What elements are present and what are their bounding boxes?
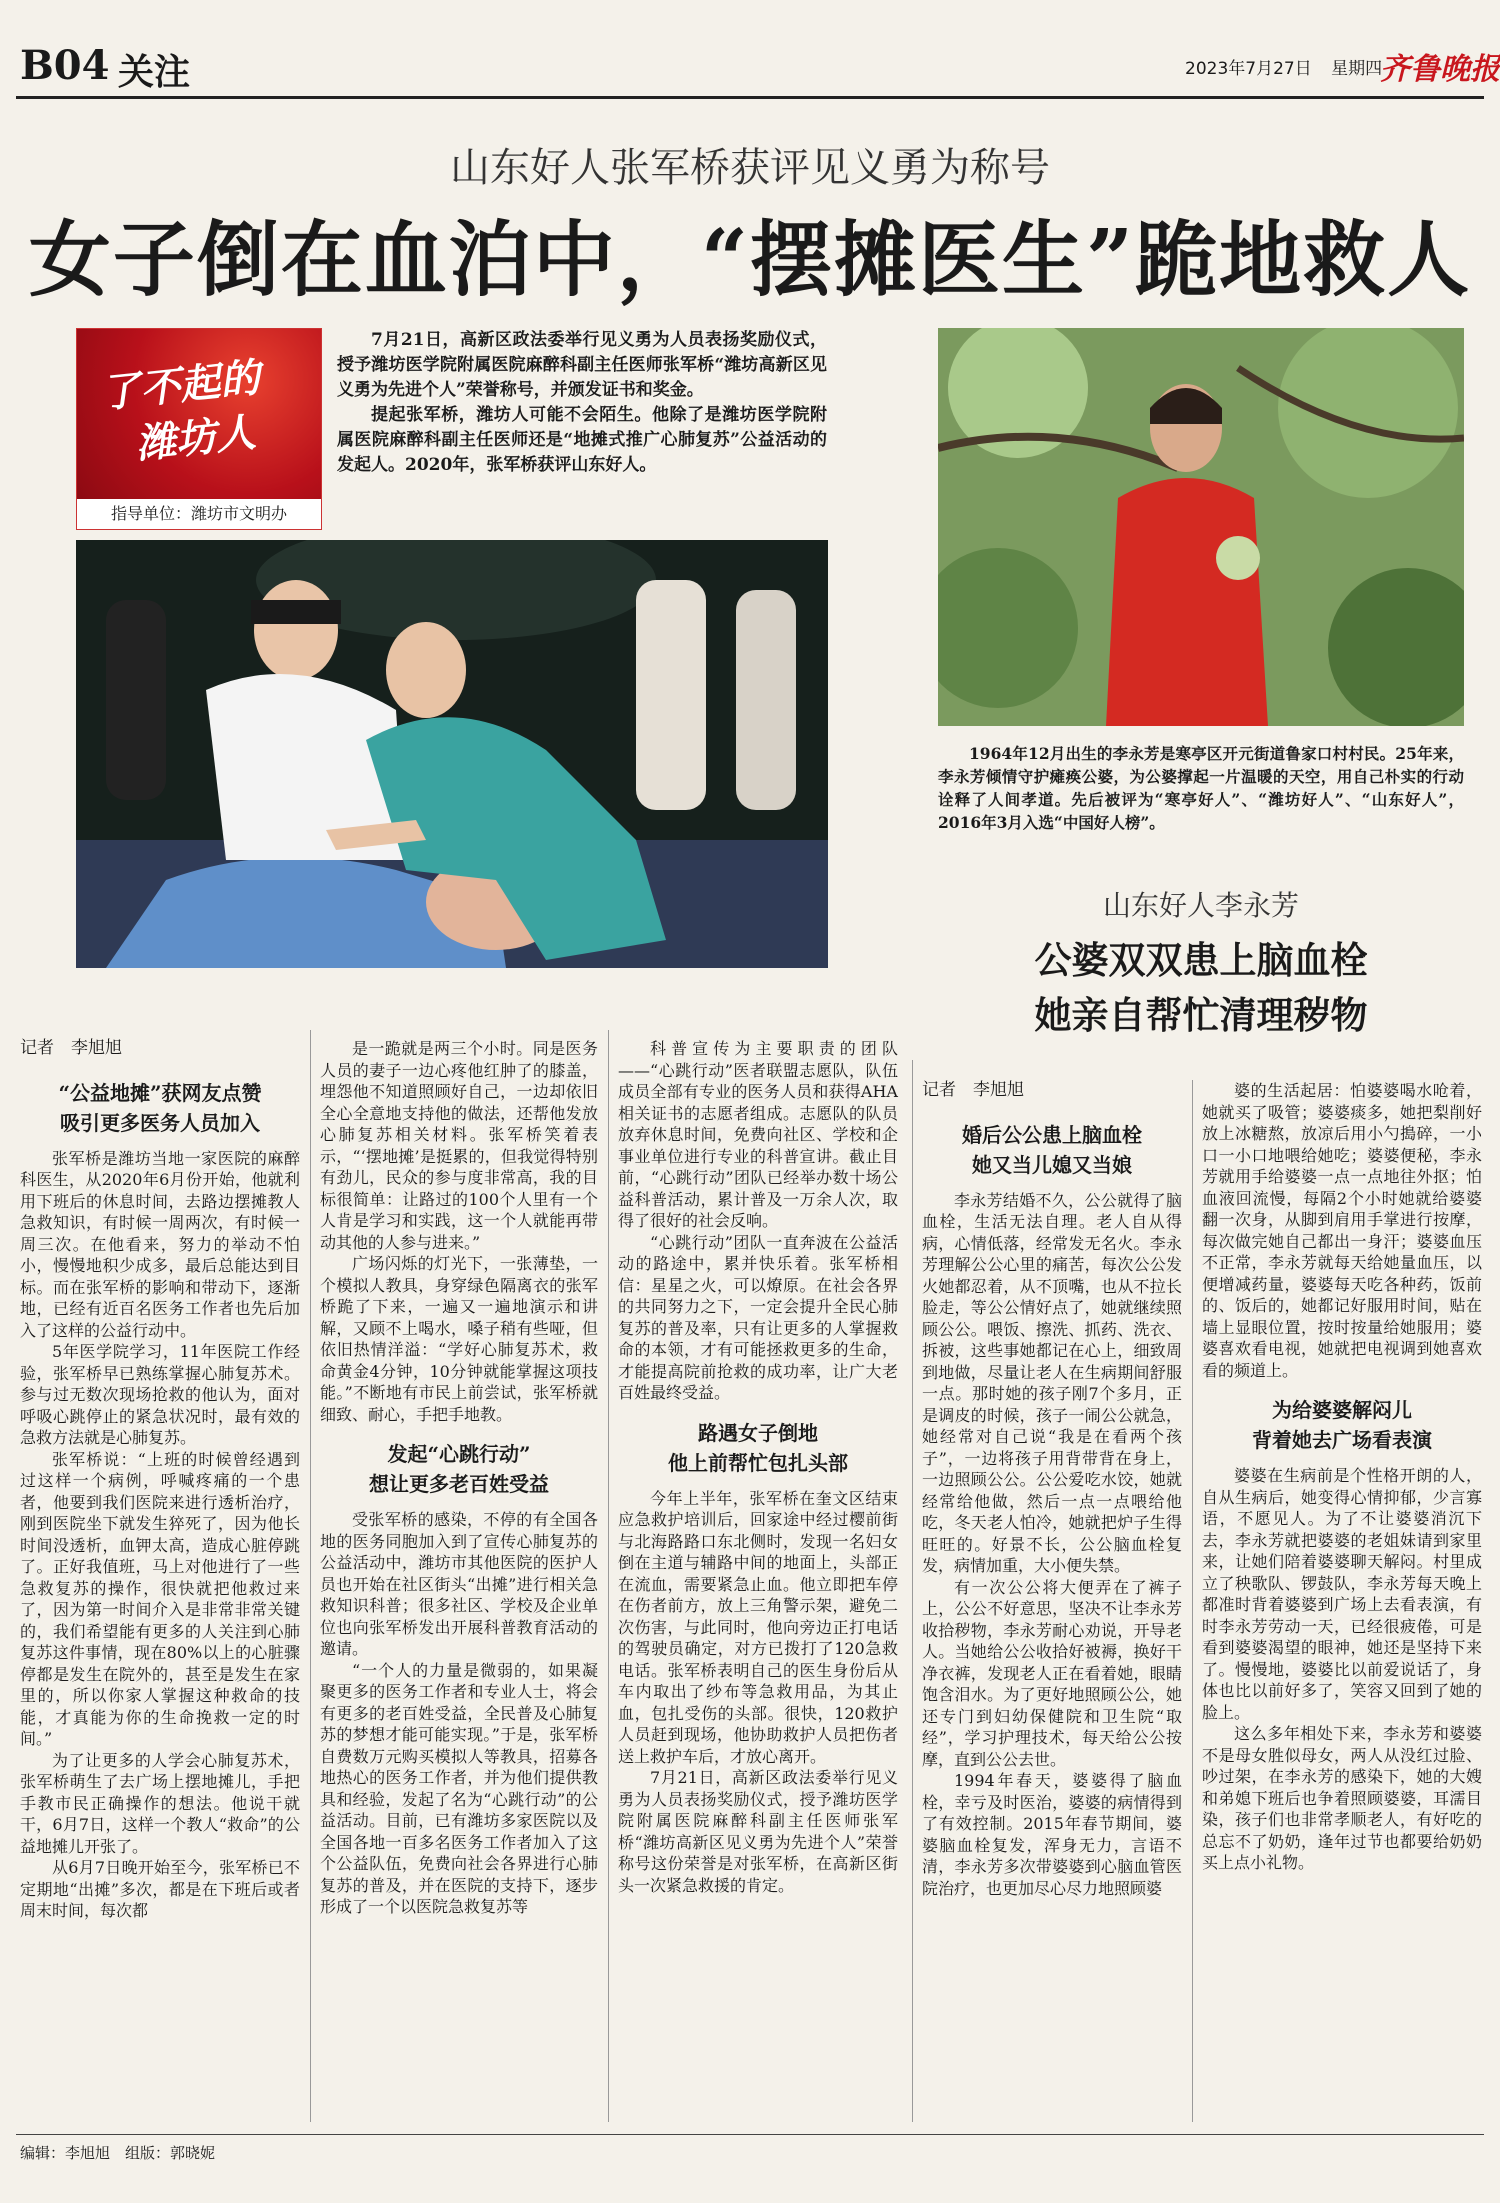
issue-weekday: 星期四	[1331, 59, 1383, 79]
promo-title-line2: 潍坊人	[133, 408, 258, 468]
paragraph: 今年上半年，张军桥在奎文区结束应急救护培训后，回家途中经过樱前街与北海路路口东北侧时，发现一名妇女倒在主道与辅路中间的地面上，头部正在流血，需要紧急止血。他立即把车停在伤者前方，放上三角警示架，避免二次伤害，与此同时，他向旁边正打电话的驾驶员确定，对方已拨打了120急救电话。张军桥表明自己的医生身份后从车内取出了纱布等急救用品，为其止血，包扎受伤的头部。很快，120救护人员赶到现场，他协助救护人员把伤者送上救护车后，才放心离开。	[618, 1488, 898, 1766]
paragraph: 婆的生活起居：怕婆婆喝水呛着，她就买了吸管；婆婆痰多，她把梨削好放上冰糖熬，放凉后用小勺搗碎，一小口一小口地喂给她吃；婆婆便秘，李永芳就用手给婆婆一点一点地往外抠；怕血液回流慢，每隔2个小时她就给婆婆翻一次身，从脚到肩用手掌进行按摩，每次做完她自己都出一身汗；婆婆血压不正常，李永芳就每天给她量血压，以便增减药量，婆婆每天吃各种药，饭前的、饭后的，她都记好服用时间，贴在墙上显眼位置，按时按量给她服用；婆婆喜欢看电视，她就把电视调到她喜欢看的频道上。	[1202, 1081, 1482, 1380]
subheading-line2: 他上前帮忙包扎头部	[668, 1450, 848, 1475]
lead-headline: 女子倒在血泊中，“摆摊医生”跪地救人	[28, 212, 1472, 308]
cpr-photo	[76, 540, 828, 968]
paragraph: 是一跪就是两三个小时。同是医务人员的妻子一边心疼他红肿了的膝盖，埋怨他不知道照顾好自己，一边却依旧全心全意地支持他的做法，还帮他发放心肺复苏相关材料。张军桥笑着表示，“‘摆地摊’是挺累的，但我觉得特别有劲儿，民众的参与度非常高，我的目标很简单：让路过的100个人里有一个人肯是学习和实践，这一个人就能再带动其他的人参与进来。”	[320, 1039, 598, 1252]
subheading-line2: 吸引更多医务人员加入	[60, 1110, 260, 1135]
footer-rule	[16, 2134, 1484, 2135]
right-story-headline-line2: 她亲自帮忙清理秽物	[1034, 993, 1368, 1037]
intro-paragraph: 7月21日，高新区政法委举行见义勇为人员表扬奖励仪式，授予潍坊医学院附属医院麻醉科副主任医师张军桥“潍坊高新区见义勇为先进个人”荣誉称号，并颁发证书和奖金。	[337, 330, 827, 400]
article-column-2	[320, 1038, 598, 1918]
paragraph: 这么多年相处下来，李永芳和婆婆不是母女胜似母女，两人从没红过脸、吵过架，在李永芳的感染下，她的大嫂和弟媳下班后也争着照顾婆婆，耳濡目染，孩子们也非常孝顺老人，有好吃的总忘不了奶奶，逢年过节也都要给奶奶买上点小礼物。	[1202, 1724, 1482, 1872]
promo-footer: 指导单位：潍坊市文明办	[77, 499, 321, 529]
header-rule	[16, 96, 1484, 99]
subheading-line1: 婚后公公患上脑血栓	[962, 1122, 1142, 1147]
paragraph: “心跳行动”团队一直奔波在公益活动的路途中，累并快乐着。张军桥相信：星星之火，可以燎原。在社会各界的共同努力之下，一定会提升全民心肺复苏的普及率，只有让更多的人掌握救命的本领，才有可能拯救更多的生命，才能提高院前抢救的成功率，让广大老百姓最终受益。	[618, 1232, 898, 1402]
article-column-4	[922, 1080, 1182, 1899]
intro-paragraph: 提起张军桥，潍坊人可能不会陌生。他除了是潍坊医学院附属医院麻醉科副主任医师还是“地摊式推广心肺复苏”公益活动的发起人。2020年，张军桥获评山东好人。	[337, 405, 827, 475]
column-divider	[310, 1030, 311, 2122]
paragraph: 广场闪烁的灯光下，一张薄垫，一个模拟人教具，身穿绿色隔离衣的张军桥跪了下来，一遍又一遍地演示和讲解，又顾不上喝水，嗓子稍有些哑，但依旧热情洋溢：“学好心肺复苏术，救命黄金4分钟，10分钟就能掌握这项技能。”不断地有市民上前尝试，张军桥就细致、耐心，手把手地教。	[320, 1254, 598, 1424]
promo-title	[98, 351, 268, 475]
orchard-photo-caption: 1964年12月出生的李永芳是寒亭区开元街道鲁家口村村民。25年来，李永芳倾情守护瘫痪公婆，为公婆撑起一片温暖的天空，用自己朴实的行动诠释了人间孝道。先后被评为“寒亭好人”、“潍坊好人”、“山东好人”，2016年3月入选“中国好人榜”。	[938, 744, 1464, 832]
section-code: B04	[20, 42, 110, 89]
intro-text	[337, 328, 827, 478]
orchard-photo	[938, 328, 1464, 726]
paragraph: 5年医学院学习，11年医院工作经验，张军桥早已熟练掌握心肺复苏术。参与过无数次现场抢救的他认为，面对呼吸心跳停止的紧急状况时，最有效的急救方法就是心肺复苏。	[20, 1342, 300, 1447]
paragraph: 有一次公公将大便弄在了裤子上，公公不好意思，坚决不让李永芳收拾秽物，李永芳耐心劝说，开导老人。当她给公公收拾好被褥，换好干净衣裤，发现老人正在看着她，眼睛饱含泪水。为了更好地照顾公公，她还专门到妇幼保健院和卫生院“取经”，学习护理技术，每天给公公按摩，直到公公去世。	[922, 1577, 1182, 1769]
paragraph: 张军桥说：“上班的时候曾经遇到过这样一个病例，呼喊疼痛的一个患者，他要到我们医院来进行透析治疗，刚到医院坐下就发生猝死了，因为他长时间没透析，血钾太高，造成心脏停跳了。正好我值班，马上对他进行了一些急救复苏的操作，很快就把他救过来了，因为第一时间介入是非常非常关键的，我们希望能有更多的人关注到心肺复苏这件事情，现在80%以上的心脏骤停都是发生在院外的，甚至是发生在家里的，所以你家人掌握这种救命的技能，才真能为你的生命挽救一定的时间。”	[20, 1449, 300, 1748]
right-story-headline-line1: 公婆双双患上脑血栓	[1034, 938, 1368, 982]
orchard-photo-illustration	[938, 328, 1464, 726]
paragraph: 李永芳结婚不久，公公就得了脑血栓，生活无法自理。老人自从得病，心情低落，经常发无名火。李永芳理解公公心里的痛苦，每次公公发火她都忍着，从不顶嘴，也从不拉长脸走，等公公情好点了，她就继续照顾公公。喂饭、擦洗、抓药、洗衣、拆被，这些事她都记在心上，细致周到地做，尽量让老人在生病期间舒服一点。那时她的孩子刚7个多月，正是调皮的时候，孩子一闹公公就急，她经常对自己说“我是在看两个孩子”，一边将孩子用背带背在身上，一边照顾公公。公公爱吃水饺，她就经常给他做，然后一点一点喂给他吃，冬天老人怕冷，她就把炉子生得旺旺的。好景不长，公公脑血栓复发，病情加重，大小便失禁。	[922, 1190, 1182, 1575]
column-divider	[1192, 1080, 1193, 2122]
right-story-kicker: 山东好人李永芳	[1102, 889, 1299, 922]
paragraph: 婆婆在生病前是个性格开朗的人，自从生病后，她变得心情抑郁，少言寡语，不愿见人。为了不让婆婆消沉下去，李永芳就把婆婆的老姐妹请到家里来，让她们陪着婆婆聊天解闷。村里成立了秧歌队、锣鼓队，李永芳每天晚上都准时背着婆婆到广场上去看表演，有时李永芳劳动一天，已经很疲倦，可是看到婆婆渴望的眼神，她还是坚持下来了。慢慢地，婆婆比以前爱说话了，身体也比以前好多了，笑容又回到了她的脸上。	[1202, 1466, 1482, 1722]
paragraph: 为了让更多的人学会心肺复苏术，张军桥萌生了去广场上摆地摊儿，手把手教市民正确操作的想法。他说干就干，6月7日，这样一个教人“救命”的公益地摊儿开张了。	[20, 1750, 300, 1856]
subheading	[922, 1120, 1182, 1180]
paragraph: 1994年春天，婆婆得了脑血栓，幸亏及时医治，婆婆的病情得到了有效控制。2015年春节期间，婆婆脑血栓复发，浑身无力，言语不清，李永芳多次带婆婆到心脑血管医院治疗，也更加尽心尽力地照顾婆	[922, 1771, 1182, 1898]
promo-box	[76, 328, 322, 530]
subheading-line1: 路遇女子倒地	[698, 1420, 818, 1445]
paragraph: 从6月7日晚开始至今，张军桥已不定期地“出摊”多次，都是在下班后或者周末时间，每次都	[20, 1858, 300, 1920]
subheading	[20, 1078, 300, 1138]
article-column-3	[618, 1038, 898, 1896]
subheading-line1: 发起“心跳行动”	[387, 1442, 531, 1466]
promo-title-line1: 了不起的	[98, 353, 263, 418]
subheading-line2: 想让更多老百姓受益	[369, 1472, 549, 1496]
subheading	[320, 1439, 598, 1499]
article-column-5	[1202, 1080, 1482, 1874]
issue-date: 2023年7月27日	[1185, 59, 1312, 79]
newspaper-logo: 齐鲁晚报	[1380, 52, 1500, 87]
byline: 记者 李旭旭	[20, 1038, 122, 1058]
subheading-line2: 她又当儿媳又当娘	[972, 1152, 1132, 1177]
section-name: 关注	[118, 51, 191, 93]
subheading-line1: 为给婆婆解闷儿	[1272, 1398, 1412, 1422]
paragraph: 7月21日，高新区政法委举行见义勇为人员表扬奖励仪式，授予潍坊医学院附属医院麻醉科副主任医师张军桥“潍坊高新区见义勇为先进个人”荣誉称号这份荣誉是对张军桥，在高新区街头一次紧急救援的肯定。	[618, 1768, 898, 1895]
article-column-1	[20, 1038, 300, 1922]
paragraph: 张军桥是潍坊当地一家医院的麻醉科医生，从2020年6月份开始，他就利用下班后的休息时间，去路边摆摊教人急救知识，有时候一周两次，有时候一周三次。在他看来，努力的举动不怕小，慢慢地积少成多，最后总能达到目标。而在张军桥的影响和带动下，逐渐地，已经有近百名医务工作者也先后加入了这样的公益行动中。	[20, 1148, 300, 1340]
paragraph: “一个人的力量是微弱的，如果凝聚更多的医务工作者和专业人士，将会有更多的老百姓受益，全民普及心肺复苏的梦想才能可能实现。”于是，张军桥自费数万元购买模拟人等教具，招募各地热心的医务工作者，并为他们提供教具和经验，发起了名为“心跳行动”的公益活动。目前，已有潍坊多家医院以及全国各地一百多名医务工作者加入了这个公益队伍，免费向社会各界进行心肺复苏的普及，并在医院的支持下，逐步形成了一个以医院急救复苏等	[320, 1660, 598, 1916]
cpr-photo-illustration	[76, 540, 828, 968]
byline: 记者 李旭旭	[922, 1080, 1024, 1100]
subheading-line2: 背着她去广场看表演	[1252, 1428, 1432, 1452]
subheading	[618, 1418, 898, 1478]
subheading-line1: “公益地摊”获网友点赞	[58, 1080, 262, 1105]
promo-art	[77, 329, 321, 499]
lead-kicker: 山东好人张军桥获评见义勇为称号	[450, 145, 1050, 191]
column-divider	[608, 1030, 609, 2122]
date-line	[1185, 54, 1382, 79]
paragraph: 受张军桥的感染，不停的有全国各地的医务同胞加入到了宣传心肺复苏的公益活动中，潍坊市其他医院的医护人员也开始在社区街头“出摊”进行相关急救知识科普；很多社区、学校及企业单位也向张军桥发出开展科普教育活动的邀请。	[320, 1510, 598, 1658]
paragraph: 科普宣传为主要职责的团队——“心跳行动”医者联盟志愿队，队伍成员全部有专业的医务人员和获得AHA相关证书的志愿者组成。志愿队的队员放弃休息时间，免费向社区、学校和企事业单位进行专业的科普宣讲。截止目前，“心跳行动”团队已经举办数十场公益科普活动，累计普及一万余人次，取得了很好的社会反响。	[618, 1039, 898, 1230]
editor-credits: 编辑：李旭旭 组版：郭晓妮	[20, 2144, 216, 2162]
subheading	[1202, 1395, 1482, 1455]
column-divider	[912, 1060, 913, 2122]
